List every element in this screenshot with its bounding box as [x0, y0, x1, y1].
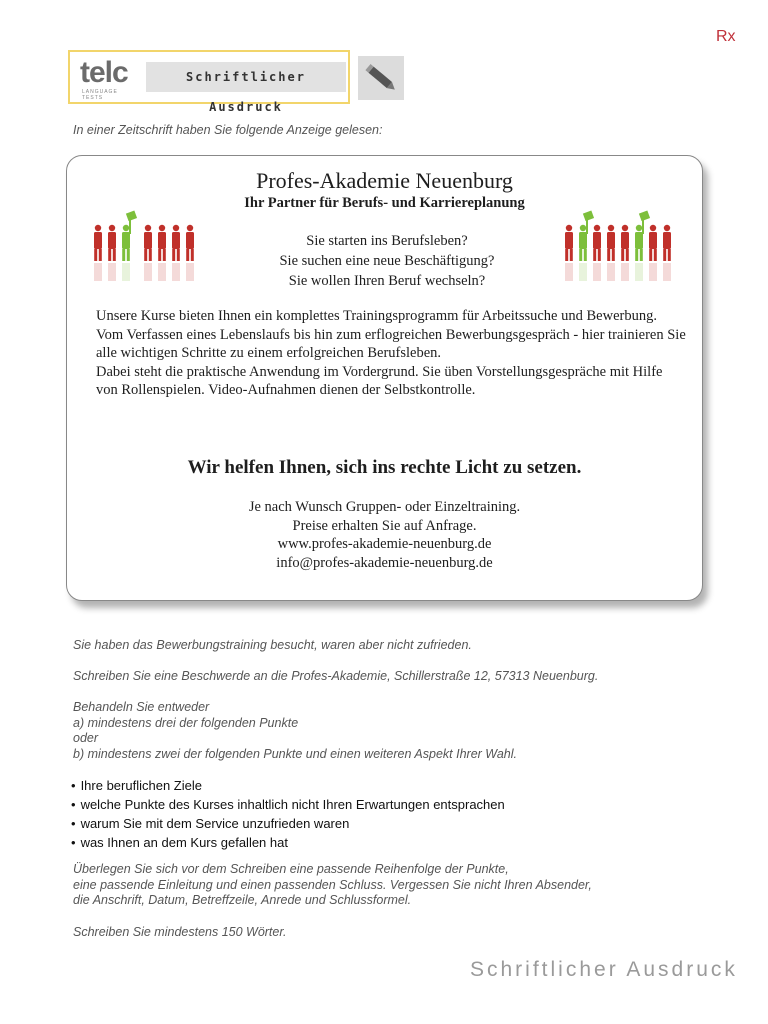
figure: [158, 225, 166, 281]
situation-text: Sie haben das Bewerbungstraining besucht, waren aber nicht zufrieden.: [73, 638, 472, 652]
ad-question: Sie wollen Ihren Beruf wechseln?: [288, 273, 486, 289]
intro-text: In einer Zeitschrift haben Sie folgende Anzeige gelesen:: [73, 123, 383, 137]
figure: [607, 225, 615, 281]
ad-info-line: Je nach Wunsch Gruppen- oder Einzeltraining.: [248, 499, 521, 515]
bullet-item: • warum Sie mit dem Service unzufrieden waren: [71, 814, 505, 833]
ad-slogan: Wir helfen Ihnen, sich ins rechte Licht zu setzen.: [187, 457, 582, 478]
figure: [593, 225, 601, 281]
figure: [663, 225, 671, 281]
figure: [172, 225, 180, 281]
options-line: Behandeln Sie entweder: [73, 700, 210, 714]
figure: [621, 225, 629, 281]
corner-mark: Rx: [716, 28, 736, 45]
bullet-list: [71, 776, 505, 852]
instructions-block: [73, 862, 592, 909]
ad-paragraph: Dabei steht die praktische Anwendung im Vordergrund. Sie üben Vorstellungsgespräche mit Hilfe von Rollenspielen. Video-Aufnahmen dienen der Selbstkontrolle.: [96, 363, 663, 398]
figure: [144, 225, 152, 281]
logo-subtitle: LANGUAGE TESTS: [82, 89, 118, 101]
ad-info-line: Preise erhalten Sie auf Anfrage.: [292, 517, 477, 534]
options-line: oder: [73, 731, 99, 745]
ad-website: www.profes-akademie-neuenburg.de: [277, 536, 492, 552]
bullet-item: • Ihre beruflichen Ziele: [71, 776, 505, 795]
instructions-line: eine passende Einleitung und einen passenden Schluss. Vergessen Sie nicht Ihren Absender,: [73, 877, 592, 892]
ad-body: [96, 307, 686, 400]
word-count-text: Schreiben Sie mindestens 150 Wörter.: [73, 925, 287, 939]
ad-subtitle: Ihr Partner für Berufs- und Karriereplanung: [244, 195, 525, 211]
ad-question: Sie starten ins Berufsleben?: [306, 233, 468, 249]
ad-paragraph: Vom Verfassen eines Lebenslaufs bis hin zum erflogreichen Bewerbungsgespräch - hier trainieren Sie alle wichtigen Schritte zu einem erfolgreichen Berufsleben.: [96, 326, 686, 361]
figure: [94, 225, 102, 281]
figure: [649, 225, 657, 281]
footer-title: Schriftlicher Ausdruck: [470, 958, 738, 981]
figure: [108, 225, 116, 281]
header-banner: [68, 50, 350, 114]
options-line: b) mindestens zwei der folgenden Punkte und einen weiteren Aspekt Ihrer Wahl.: [73, 746, 518, 761]
ad-email: info@profes-akademie-neuenburg.de: [276, 554, 493, 571]
ad-question: Sie suchen eine neue Beschäftigung?: [279, 253, 495, 269]
ad-info: [67, 498, 702, 572]
options-block: [73, 700, 517, 762]
ad-paragraph: Unsere Kurse bieten Ihnen ein komplettes Trainingsprogramm für Arbeitssuche und Bewerbung.: [96, 308, 657, 324]
bullet-item: • welche Punkte des Kurses inhaltlich nicht Ihren Erwartungen entsprachen: [71, 795, 505, 814]
pencil-icon: [358, 56, 404, 100]
header-title: Schriftlicher Ausdruck: [146, 62, 346, 92]
ad-title: Profes-Akademie Neuenburg: [256, 168, 513, 193]
figure-with-sign: [635, 211, 650, 281]
instructions-line: Überlegen Sie sich vor dem Schreiben eine passende Reihenfolge der Punkte,: [73, 862, 509, 876]
instructions-line: die Anschrift, Datum, Betreffzeile, Anrede und Schlussformel.: [73, 893, 412, 907]
bullet-item: • was Ihnen an dem Kurs gefallen hat: [71, 833, 505, 852]
options-line: a) mindestens drei der folgenden Punkte: [73, 715, 299, 730]
figure-with-sign: [122, 211, 137, 281]
task-text: Schreiben Sie eine Beschwerde an die Profes-Akademie, Schillerstraße 12, 57313 Neuenburg.: [73, 669, 599, 683]
telc-logo: [80, 56, 140, 101]
logo-word: telc: [80, 56, 128, 89]
ad-questions: [187, 231, 587, 291]
advertisement: [66, 155, 703, 601]
